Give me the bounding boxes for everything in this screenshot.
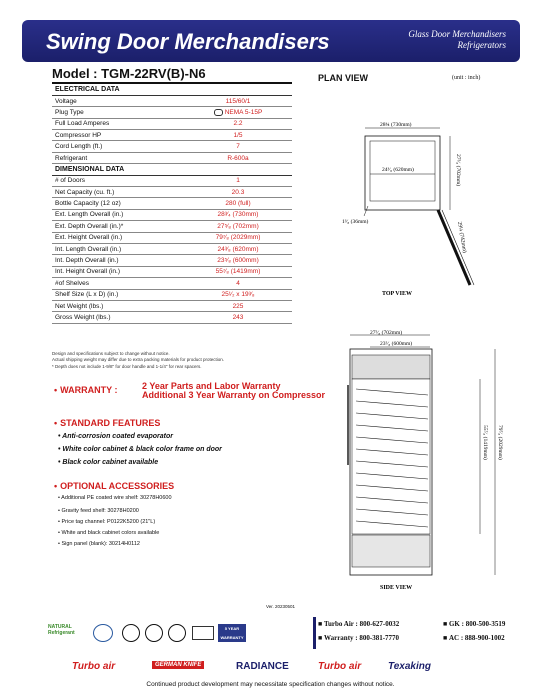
brand-logo-texaking: Texaking [388,661,431,672]
accessory-item: • Price tag channel: P0122K5200 (21"L) [58,519,156,525]
spec-value-text: R-600a [227,154,249,162]
spec-row [52,312,292,323]
spec-value [184,152,292,163]
brand-logo-turbo-air-2: Turbo air [318,661,362,672]
dim-top-door: 29¼ (742mm) [456,221,468,254]
side-view-drawing [330,325,530,595]
spec-value-text: 2.2 [233,120,243,128]
model-name: Model : TGM-22RV(B)-N6 [52,66,206,81]
spec-value-text: 280 (full) [225,200,251,208]
spec-value-text: 225 [232,302,244,310]
brand-logo-german-knife: GERMAN KNIFE [152,661,204,669]
spec-value [184,232,292,243]
spec-label: Compressor HP [52,130,184,141]
spec-row [52,95,292,106]
spec-value [184,278,292,289]
spec-row [52,141,292,152]
spec-value-text: 4 [236,279,240,287]
spec-label: Full Load Amperes [52,118,184,129]
accessory-item: • Additional PE coated wire shelf: 30278H0600 [58,495,172,501]
spec-label: Refrigerant [52,152,184,163]
spec-value [184,107,292,118]
spec-value [184,221,292,232]
spec-value-text: 7 [236,143,240,151]
spec-value-text: NEMA 5-15P [224,109,263,117]
contact-gk-text: GK : 800-500-3519 [448,620,506,628]
accessories-heading-text: OPTIONAL ACCESSORIES [60,481,175,491]
spec-value [184,130,292,141]
spec-label: Bottle Capacity (12 oz) [52,198,184,209]
spec-value [184,266,292,277]
side-view-label: SIDE VIEW [380,585,413,591]
feature-text: White color cabinet & black color frame on door [62,446,222,453]
feature-item: • Anti-corrosion coated evaporator [58,433,173,440]
spec-row [52,209,292,220]
spec-row [52,232,292,243]
feature-text: Anti-corrosion coated evaporator [62,433,173,440]
spec-row [52,300,292,311]
contact-warranty-text: Warranty : 800-381-7770 [323,634,400,642]
spec-value-text: 55⁷⁄₈ (1419mm) [215,268,261,276]
spec-row [52,278,292,289]
spec-row [52,187,292,198]
accessory-text: White and black cabinet colors available [61,530,160,536]
spec-row [52,118,292,129]
dim-top-width: 28¾ (730mm) [380,122,412,128]
spec-label: # of Doors [52,175,184,186]
spec-value [184,243,292,254]
spec-value-text: 115/60/1 [225,97,251,105]
brand-logo-turbo-air: Turbo air [72,661,116,672]
warranty-label: • WARRANTY : [54,385,118,395]
feature-item: • Black color cabinet available [58,459,159,466]
cert-badge-icon [192,626,214,640]
feature-item: • White color cabinet & black color frame on door [58,446,222,453]
spec-value [184,95,292,106]
spec-value-text: 20.3 [231,188,245,196]
warranty-label-text: WARRANTY : [60,385,118,395]
spec-value [184,198,292,209]
contact-gk: ■ GK : 800-500-3519 [443,620,506,628]
accessory-item: • Sign panel (blank): 30214H0112 [58,541,140,547]
unit-note: (unit : inch) [452,75,481,81]
plan-view-title: PLAN VIEW [318,73,369,83]
spec-label: Ext. Length Overall (in.) [52,209,184,220]
spec-row [52,289,292,300]
page-title: Swing Door Merchandisers [46,29,330,54]
spec-label: Ext. Depth Overall (in.)* [52,221,184,232]
spec-section-title: ELECTRICAL DATA [52,84,292,95]
spec-value [184,209,292,220]
spec-label: Voltage [52,95,184,106]
spec-value-text: 25¹⁄₂ x 19³⁄₈ [221,291,255,299]
top-view-label: TOP VIEW [382,291,412,297]
dim-top-depth: 27⁵⁄₈ (702mm) [455,154,461,187]
footer-disclaimer: Continued product development may necessitate specification changes without notice. [146,681,395,688]
feature-text: Black color cabinet available [62,459,159,466]
spec-row [52,255,292,266]
contact-turbo: ■ Turbo Air : 800-627-0032 [318,620,400,628]
spec-value-text: 1/5 [233,131,243,139]
cert-badge-icon [168,624,186,642]
spec-label: Int. Height Overall (in.) [52,266,184,277]
spec-row [52,243,292,254]
spec-value [184,175,292,186]
natural-refrigerant-logo [48,624,88,642]
note-line: Design and specifications subject to change without notice. [52,351,170,356]
contact-ac-text: AC : 888-900-1002 [448,634,505,642]
spec-label: Ext. Height Overall (in.) [52,232,184,243]
spec-row [52,107,292,118]
accessory-text: Sign panel (blank): 30214H0112 [61,541,140,547]
spec-label: Net Weight (lbs.) [52,300,184,311]
spec-row [52,175,292,186]
contact-warranty: ■ Warranty : 800-381-7770 [318,634,400,642]
version-text: Ver. 20230501 [266,604,296,609]
spec-value [184,289,292,300]
brand-logo-radiance: RADIANCE [236,661,289,672]
spec-label: Gross Weight (lbs.) [52,312,184,323]
spec-row [52,198,292,209]
spec-row [52,221,292,232]
spec-label: Int. Length Overall (in.) [52,243,184,254]
features-heading-text: STANDARD FEATURES [60,418,161,428]
dim-side-ext-h: 79⁷⁄₈ (2029mm) [497,425,503,460]
spec-label: Plug Type [52,107,184,118]
spec-value [184,312,292,323]
accessory-item: • Gravity feed shelf: 30278H0200 [58,508,139,514]
dim-side-inner: 23⁵⁄₈ (600mm) [380,341,413,347]
spec-value-text: 1 [236,177,240,185]
subtitle-line-1: Glass Door Merchandisers [408,29,506,39]
spec-value [184,187,292,198]
accessory-text: Price tag channel: P0122K5200 (21"L) [61,519,156,525]
accessory-text: Gravity feed shelf: 30278H0200 [61,508,139,514]
spec-value-text: 28³⁄₄ (730mm) [217,211,259,219]
spec-value-text: 23⁵⁄₈ (600mm) [217,257,259,265]
accessory-item: • White and black cabinet colors available [58,530,160,536]
cert-badge-icon [122,624,140,642]
spec-value [184,118,292,129]
spec-value [184,255,292,266]
warranty-text [142,382,362,400]
spec-label: Net Capacity (cu. ft.) [52,187,184,198]
top-view-drawing [330,110,530,300]
dim-top-gap: 1³⁄₈ (36mm) [342,219,369,225]
spec-value-text: 27⁵⁄₈ (702mm) [217,222,259,230]
spec-section-title: DIMENSIONAL DATA [52,164,292,175]
spec-value-text: 79⁷⁄₈ (2029mm) [215,234,261,242]
natural-text: NATURAL [48,624,72,630]
warranty-badge: 5 YEAR WARRANTY [218,624,246,642]
cert-badge-icon [93,624,113,642]
spec-section-heading [52,164,292,175]
page-subtitle [408,29,506,51]
subtitle-line-2: Refrigerators [457,40,506,50]
note-line: * Depth does not include 1-9/8" for door handle and 1-1/4" for rear spacers. [52,364,202,369]
accessories-heading: • OPTIONAL ACCESSORIES [54,481,175,491]
spec-label: Cord Length (ft.) [52,141,184,152]
note-line: Actual shipping weight may differ due to extra packing materials for product protection. [52,357,225,362]
dim-side-depth: 27⁵⁄₈ (702mm) [370,330,403,336]
spec-value [184,141,292,152]
spec-value-text: 24³⁄₈ (620mm) [217,245,259,253]
dim-side-int-h: 55⁷⁄₈ (1419mm) [482,425,488,460]
spec-table [52,84,292,324]
accessory-text: Additional PE coated wire shelf: 30278H0600 [61,495,172,501]
spec-notes [52,351,312,370]
page-header [22,20,520,62]
spec-row [52,130,292,141]
features-heading: • STANDARD FEATURES [54,418,161,428]
plug-icon [214,109,223,116]
spec-row [52,152,292,163]
spec-label: Int. Depth Overall (in.) [52,255,184,266]
spec-section-heading [52,84,292,95]
dim-top-inner: 24³⁄₈ (620mm) [382,167,414,173]
spec-label: Shelf Size (L x D) (in.) [52,289,184,300]
warranty-line-1: 2 Year Parts and Labor Warranty [142,381,281,391]
spec-label: #of Shelves [52,278,184,289]
warranty-line-2: Additional 3 Year Warranty on Compressor [142,390,326,400]
cert-badge-icon [145,624,163,642]
refrigerant-text: Refrigerant [48,630,75,636]
spec-value [184,300,292,311]
spec-row [52,266,292,277]
spec-value-text: 243 [232,314,244,321]
contact-turbo-text: Turbo Air : 800-627-0032 [323,620,400,628]
contact-ac: ■ AC : 888-900-1002 [443,634,505,642]
